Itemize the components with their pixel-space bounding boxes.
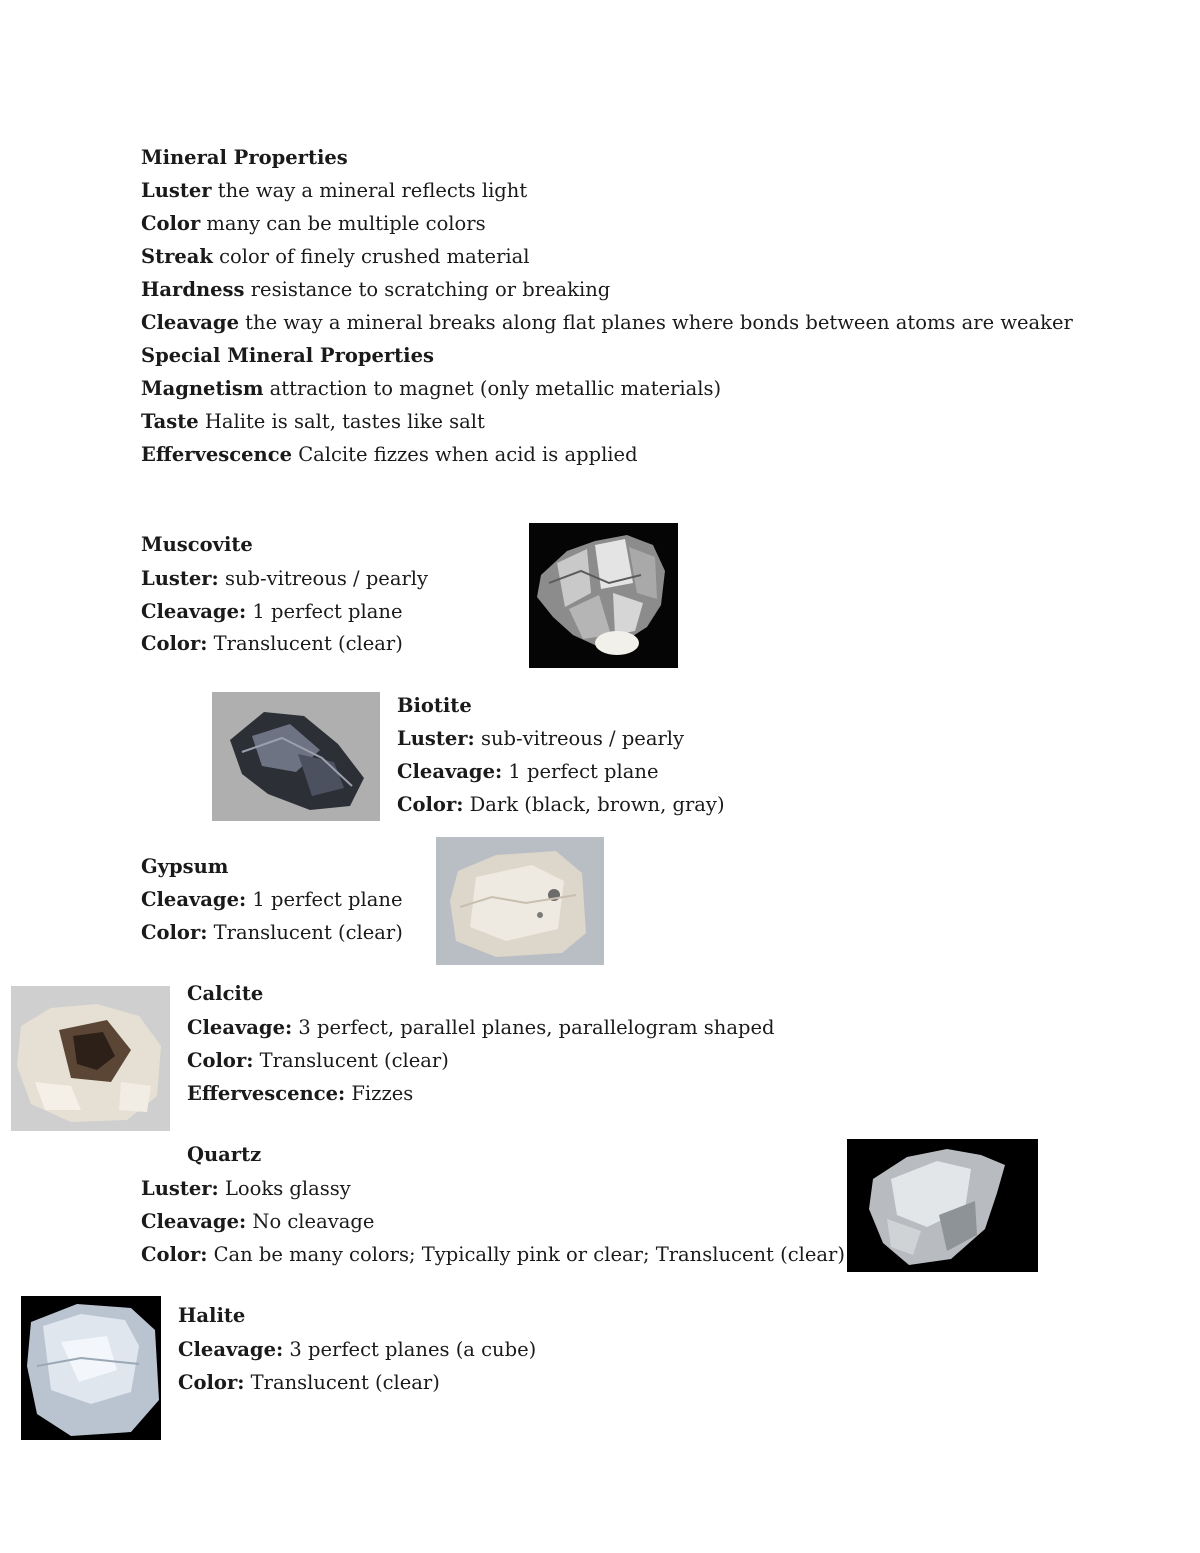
- property-term: Streak: [141, 245, 213, 268]
- property-term: Cleavage:: [397, 760, 503, 783]
- property-term: Color:: [141, 1243, 208, 1266]
- muscovite-heading: Muscovite: [141, 533, 253, 556]
- property-desc: Dark (black, brown, gray): [463, 793, 725, 816]
- halite-photo: [21, 1296, 161, 1440]
- property-line-hardness: [141, 278, 610, 302]
- special-line-magnetism: [141, 377, 721, 401]
- quartz-photo: [847, 1139, 1038, 1272]
- gypsum-line: [141, 888, 403, 912]
- biotite-line: [397, 727, 684, 751]
- biotite-photo: [212, 692, 380, 821]
- property-term: Cleavage:: [141, 888, 247, 911]
- calcite-line: [187, 1049, 449, 1073]
- property-term: Taste: [141, 410, 199, 433]
- property-desc: Translucent (clear): [207, 921, 403, 944]
- property-desc: sub-vitreous / pearly: [474, 727, 685, 750]
- mineral-properties-heading: Mineral Properties: [141, 146, 348, 169]
- property-desc: 1 perfect plane: [246, 600, 403, 623]
- property-desc: Calcite fizzes when acid is applied: [292, 443, 638, 466]
- calcite-line: [187, 1082, 413, 1106]
- calcite-line: [187, 1016, 774, 1040]
- property-term: Luster:: [141, 1177, 219, 1200]
- muscovite-line: [141, 632, 403, 656]
- property-desc: Translucent (clear): [244, 1371, 440, 1394]
- property-desc: Translucent (clear): [207, 632, 403, 655]
- property-term: Cleavage:: [141, 1210, 247, 1233]
- quartz-line: [141, 1210, 374, 1234]
- property-term: Cleavage:: [141, 600, 247, 623]
- property-desc: 1 perfect plane: [246, 888, 403, 911]
- quartz-line: [141, 1177, 351, 1201]
- property-term: Color:: [178, 1371, 245, 1394]
- gypsum-heading: Gypsum: [141, 855, 229, 878]
- biotite-heading: Biotite: [397, 694, 472, 717]
- property-desc: sub-vitreous / pearly: [218, 567, 429, 590]
- property-term: Color: [141, 212, 201, 235]
- property-line-streak: [141, 245, 530, 269]
- muscovite-photo: [529, 523, 678, 668]
- property-desc: the way a mineral breaks along flat planes where bonds between atoms are weaker: [238, 311, 1073, 334]
- property-term: Luster:: [397, 727, 475, 750]
- calcite-photo: [11, 986, 170, 1131]
- special-line-effervescence: [141, 443, 638, 467]
- calcite-heading: Calcite: [187, 982, 264, 1005]
- property-term: Luster:: [141, 567, 219, 590]
- property-desc: Looks glassy: [218, 1177, 351, 1200]
- property-term: Hardness: [141, 278, 245, 301]
- property-line-cleavage: [141, 311, 1073, 335]
- property-line-luster: [141, 179, 527, 203]
- quartz-heading: Quartz: [187, 1143, 262, 1166]
- halite-line: [178, 1338, 536, 1362]
- property-term: Cleavage:: [187, 1016, 293, 1039]
- property-desc: Fizzes: [345, 1082, 414, 1105]
- property-desc: 3 perfect, parallel planes, parallelogram shaped: [292, 1016, 775, 1039]
- property-term: Cleavage:: [178, 1338, 284, 1361]
- special-properties-heading: Special Mineral Properties: [141, 344, 434, 367]
- property-desc: Halite is salt, tastes like salt: [198, 410, 485, 433]
- property-line-color: [141, 212, 486, 236]
- property-desc: No cleavage: [246, 1210, 375, 1233]
- property-term: Color:: [141, 632, 208, 655]
- property-term: Color:: [187, 1049, 254, 1072]
- property-desc: attraction to magnet (only metallic materials): [263, 377, 722, 400]
- special-line-taste: [141, 410, 485, 434]
- property-term: Effervescence: [141, 443, 293, 466]
- muscovite-line: [141, 600, 403, 624]
- property-desc: 1 perfect plane: [502, 760, 659, 783]
- biotite-line: [397, 760, 659, 784]
- property-desc: resistance to scratching or breaking: [244, 278, 611, 301]
- property-desc: Can be many colors; Typically pink or clear; Translucent (clear): [207, 1243, 845, 1266]
- property-term: Luster: [141, 179, 212, 202]
- gypsum-line: [141, 921, 403, 945]
- gypsum-photo: [436, 837, 604, 965]
- property-term: Cleavage: [141, 311, 239, 334]
- property-desc: color of finely crushed material: [212, 245, 530, 268]
- property-term: Effervescence:: [187, 1082, 346, 1105]
- halite-line: [178, 1371, 440, 1395]
- property-term: Color:: [397, 793, 464, 816]
- muscovite-line: [141, 567, 428, 591]
- property-desc: many can be multiple colors: [200, 212, 486, 235]
- property-desc: Translucent (clear): [253, 1049, 449, 1072]
- property-desc: the way a mineral reflects light: [211, 179, 528, 202]
- halite-heading: Halite: [178, 1304, 246, 1327]
- property-desc: 3 perfect planes (a cube): [283, 1338, 537, 1361]
- property-term: Color:: [141, 921, 208, 944]
- property-term: Magnetism: [141, 377, 264, 400]
- quartz-line: [141, 1243, 845, 1267]
- biotite-line: [397, 793, 725, 817]
